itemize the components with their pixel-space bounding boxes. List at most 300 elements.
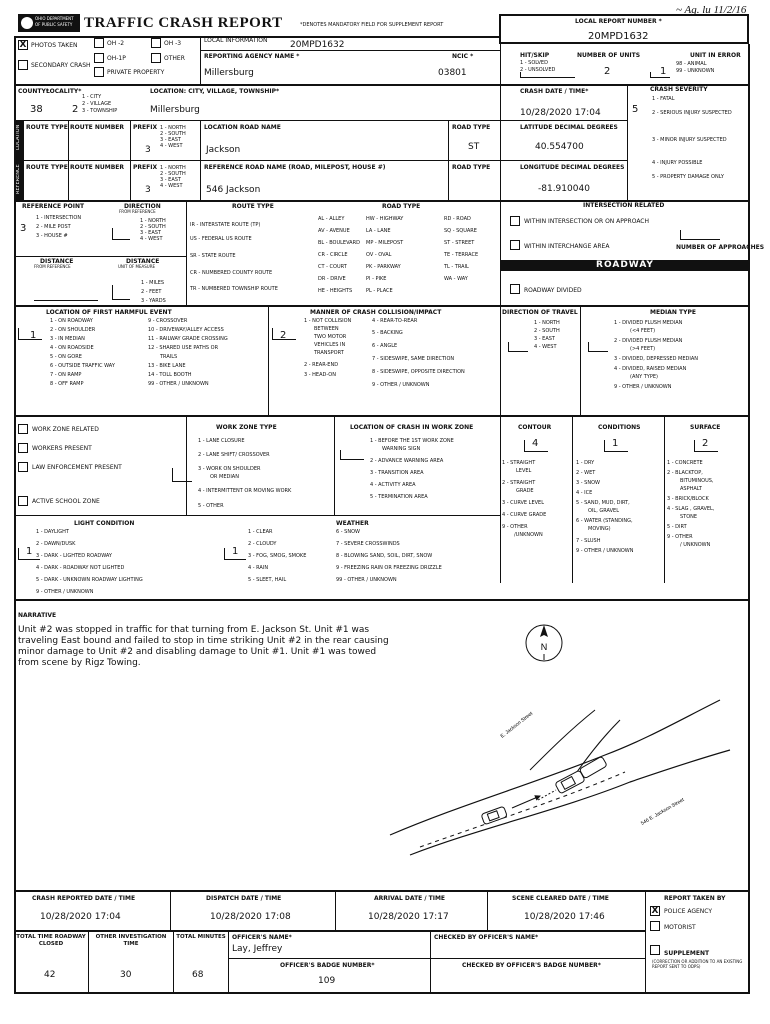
badge-label: OFFICER'S BADGE NUMBER*: [280, 962, 375, 969]
scene-cleared-label: SCENE CLEARED DATE / TIME: [512, 895, 609, 902]
local-report-number-label: LOCAL REPORT NUMBER *: [575, 18, 662, 25]
work-zone-type-opt: 3 - WORK ON SHOULDER: [198, 466, 261, 472]
road-type-opt: MP - MILEPOST: [366, 240, 404, 246]
secondary-crash-checkbox[interactable]: [18, 60, 28, 70]
unit-in-error-opt: 98 - ANIMAL: [676, 61, 707, 67]
total-minutes: 68: [192, 970, 204, 980]
workers-present-checkbox[interactable]: [18, 443, 28, 453]
crash-diagram: [380, 610, 750, 870]
harmful-opt: 12 - SHARED USE PATHS OR: [148, 345, 219, 351]
oh3-checkbox[interactable]: [151, 38, 161, 48]
officer-name-label: OFFICER'S NAME*: [232, 934, 292, 941]
ref-prefix-value: 3: [145, 185, 151, 195]
road-type-opt: SQ - SQUARE: [444, 228, 477, 234]
supplement-label: SUPPLEMENT: [664, 950, 710, 957]
reference-road-label: REFERENCE ROAD NAME (ROAD, MILEPOST, HOUSE #): [204, 164, 386, 171]
contour-opt: GRADE: [516, 488, 534, 494]
distance-unit-sub: UNIT OF MEASURE: [118, 264, 156, 269]
other-inv-label: OTHER INVESTIGATION TIME: [95, 934, 167, 947]
direction-opt: 1 - NORTH: [140, 218, 166, 224]
route-type-label: ROUTE TYPE: [26, 124, 68, 131]
weather-opt: 3 - FOG, SMOG, SMOKE: [248, 553, 307, 559]
latitude-label: LATITUDE DECIMAL DEGREES: [520, 124, 618, 131]
num-units-label: NUMBER OF UNITS: [577, 52, 641, 59]
weather-opt: 4 - RAIN: [248, 565, 269, 571]
road-type-opt: CT - COURT: [318, 264, 347, 270]
roadway-divided-checkbox[interactable]: [510, 284, 520, 294]
surface-opt: 9 - OTHER: [667, 534, 693, 540]
locality-opt: 1 - CITY: [82, 94, 102, 100]
surface-label: SURFACE: [690, 424, 721, 431]
location-in-wz-opt: 2 - ADVANCE WARNING AREA: [370, 458, 444, 464]
reporting-agency-label: REPORTING AGENCY NAME *: [204, 53, 300, 60]
prefix-opt: 2 - SOUTH: [160, 171, 186, 177]
total-time: 42: [44, 970, 56, 980]
prefix-opt: 3 - EAST: [160, 137, 181, 143]
location-in-wz-opt: 5 - TERMINATION AREA: [370, 494, 428, 500]
work-zone-type-opt: 5 - OTHER: [198, 503, 224, 509]
arrival-label: ARRIVAL DATE / TIME: [374, 895, 446, 902]
work-zone-related-label: WORK ZONE RELATED: [32, 426, 99, 433]
road-type-opt: PL - PLACE: [366, 288, 393, 294]
light-opt: 9 - OTHER / UNKNOWN: [36, 589, 94, 595]
road-type-opt: WA - WAY: [444, 276, 468, 282]
road-type-opt: DR - DRIVE: [318, 276, 346, 282]
crash-date: 10/28/2020 17:04: [520, 108, 601, 118]
prefix-label: PREFIX: [133, 164, 158, 171]
contour-opt: 4 - CURVE GRADE: [502, 512, 547, 518]
dir-travel-opt: 4 - WEST: [534, 344, 557, 350]
road-type-label: ROAD TYPE: [452, 124, 491, 131]
manner-opt: BETWEEN: [314, 326, 339, 332]
median-opt: (>4 FEET): [630, 346, 656, 352]
weather-opt: 9 - FREEZING RAIN OR FREEZING DRIZZLE: [336, 565, 442, 571]
prefix-opt: 1 - NORTH: [160, 165, 186, 171]
surface-opt: BITUMINOUS,: [680, 478, 714, 484]
hit-skip-label: HIT/SKIP: [520, 52, 550, 59]
compass-letter: N: [540, 642, 548, 652]
motorist-label: MOTORIST: [664, 924, 696, 931]
conditions-label: CONDITIONS: [598, 424, 641, 431]
route-type-label: ROUTE TYPE: [232, 203, 274, 210]
within-interchange-checkbox[interactable]: [510, 240, 520, 250]
locality-opt: 3 - TOWNSHIP: [82, 108, 118, 114]
supplement-note: (CORRECTION OR ADDITION TO AN EXISTING REPORT SENT TO ODPS): [652, 959, 743, 969]
checked-by-label: CHECKED BY OFFICER'S NAME*: [434, 934, 539, 941]
route-number-label: ROUTE NUMBER: [70, 124, 125, 131]
longitude: -81.910040: [538, 184, 590, 194]
manner-value: 2: [280, 330, 287, 341]
conditions-opt: MOVING): [588, 526, 611, 532]
severity-opt: 3 - MINOR INJURY SUSPECTED: [652, 137, 727, 143]
direction-opt: 3 - EAST: [140, 230, 161, 236]
road-type: ST: [468, 142, 480, 152]
light-condition-label: LIGHT CONDITION: [74, 520, 135, 527]
ref-road-type-label: ROAD TYPE: [452, 164, 491, 171]
total-time-label: TOTAL TIME ROADWAY CLOSED: [16, 934, 86, 947]
severity-opt: 1 - FATAL: [652, 96, 675, 102]
harmful-opt: 2 - ON SHOULDER: [50, 327, 96, 333]
crash-reported-label: CRASH REPORTED DATE / TIME: [32, 895, 136, 902]
oh2-label: OH -2: [107, 40, 125, 47]
route-type-opt: SR - STATE ROUTE: [190, 253, 236, 259]
manner-opt: 3 - HEAD-ON: [304, 372, 336, 378]
harmful-opt: 4 - ON ROADSIDE: [50, 345, 94, 351]
street-label: 546 E. Jackson Street: [640, 797, 686, 827]
mandatory-note: *DENOTES MANDATORY FIELD FOR SUPPLEMENT REPORT: [300, 22, 444, 28]
other-checkbox[interactable]: [151, 53, 161, 63]
surface-value: 2: [702, 438, 709, 449]
checked-badge-label: CHECKED BY OFFICER'S BADGE NUMBER*: [462, 962, 601, 969]
road-type-opt: LA - LANE: [366, 228, 391, 234]
intersection-related-label: INTERSECTION RELATED: [583, 202, 665, 209]
road-type-opt: TE - TERRACE: [444, 252, 479, 258]
dir-travel-opt: 3 - EAST: [534, 336, 555, 342]
median-opt: 4 - DIVIDED, RAISED MEDIAN: [614, 366, 687, 372]
surface-opt: 3 - BRICK/BLOCK: [667, 496, 709, 502]
ncic: 03801: [438, 68, 467, 78]
prefix-value: 3: [145, 145, 151, 155]
harmful-opt: 9 - CROSSOVER: [148, 318, 188, 324]
distance-unit-opt: 1 - MILES: [141, 280, 165, 286]
street-label: E. Jackson Street: [499, 710, 535, 740]
longitude-label: LONGITUDE DECIMAL DEGREES: [520, 164, 625, 171]
harmful-opt: 1 - ON ROADWAY: [50, 318, 93, 324]
conditions-opt: 6 - WATER (STANDING,: [576, 518, 633, 524]
surface-opt: STONE: [680, 514, 698, 520]
narrative-line: minor damage to Unit #2 and disabling damage to Unit #1. Unit #1 was towed: [18, 647, 377, 657]
local-information: 20MPD1632: [290, 40, 345, 50]
weather-opt: 6 - SNOW: [336, 529, 360, 535]
route-type-opt: US - FEDERAL US ROUTE: [190, 236, 252, 242]
contour-label: CONTOUR: [518, 424, 552, 431]
weather-opt: 2 - CLOUDY: [248, 541, 277, 547]
harmful-opt: 11 - RAILWAY GRADE CROSSING: [148, 336, 228, 342]
road-type-opt: OV - OVAL: [366, 252, 392, 258]
harmful-opt: 6 - OUTSIDE TRAFFIC WAY: [50, 363, 115, 369]
scene-cleared: 10/28/2020 17:46: [524, 912, 605, 922]
contour-opt: 1 - STRAIGHT: [502, 460, 536, 466]
prefix-opt: 2 - SOUTH: [160, 131, 186, 137]
direction-sub: FROM REFERENCE: [119, 209, 156, 214]
narrative-label: NARRATIVE: [18, 612, 57, 619]
workers-present-label: WORKERS PRESENT: [32, 445, 92, 452]
side-location: LOCATION: [15, 124, 21, 150]
form-title: TRAFFIC CRASH REPORT: [84, 15, 283, 31]
conditions-opt: 7 - SLUSH: [576, 538, 601, 544]
median-opt: 2 - DIVIDED FLUSH MEDIAN: [614, 338, 683, 344]
logo-text: OF PUBLIC SAFETY: [35, 22, 73, 27]
local-information-label: LOCAL INFORMATION: [204, 37, 268, 44]
distance-unit-opt: 2 - FEET: [141, 289, 162, 295]
prefix-opt: 4 - WEST: [160, 183, 183, 189]
distance-unit-label: DISTANCE: [126, 258, 160, 265]
crash-severity: 5: [632, 104, 639, 115]
route-type-label: ROUTE TYPE: [26, 164, 68, 171]
surface-opt: 5 - DIRT: [667, 524, 687, 530]
police-agency-label: POLICE AGENCY: [664, 908, 713, 915]
route-type-opt: IR - INTERSTATE ROUTE (TP): [190, 222, 261, 228]
location: Millersburg: [150, 105, 200, 115]
compass-icon: [526, 625, 562, 661]
within-interchange-label: WITHIN INTERCHANGE AREA: [524, 243, 610, 250]
harmful-opt: 14 - TOLL BOOTH: [148, 372, 192, 378]
harmful-opt: TRAILS: [160, 354, 178, 360]
oh2-checkbox[interactable]: [94, 38, 104, 48]
weather-label: WEATHER: [336, 520, 369, 527]
harmful-opt: 99 - OTHER / UNKNOWN: [148, 381, 209, 387]
surface-opt: / UNKNOWN: [680, 542, 711, 548]
contour-opt: 3 - CURVE LEVEL: [502, 500, 544, 506]
locality-label: LOCALITY*: [46, 88, 82, 95]
locality-opt: 2 - VILLAGE: [82, 101, 112, 107]
dir-travel-opt: 2 - SOUTH: [534, 328, 560, 334]
distance-label: DISTANCE: [40, 258, 74, 265]
road-type-label: ROAD TYPE: [382, 203, 421, 210]
location-in-wz-label: LOCATION OF CRASH IN WORK ZONE: [350, 424, 474, 431]
private-property-label: PRIVATE PROPERTY: [107, 69, 165, 76]
work-zone-type-opt: 1 - LANE CLOSURE: [198, 438, 245, 444]
locality: 2: [72, 104, 79, 115]
median-opt: (<4 FEET): [630, 328, 656, 334]
severity-opt: 5 - PROPERTY DAMAGE ONLY: [652, 174, 724, 180]
light-condition-value: 1: [26, 546, 33, 557]
number-of-approaches-label: NUMBER OF APPROACHES: [676, 244, 765, 251]
location-road-name-label: LOCATION ROAD NAME: [204, 124, 281, 131]
unit-in-error: 1: [660, 66, 667, 77]
logo-text: OHIO DEPARTMENT: [35, 16, 74, 21]
manner-opt: 2 - REAR-END: [304, 362, 339, 368]
reference-point-label: REFERENCE POINT: [22, 203, 85, 210]
road-type-opt: CR - CIRCLE: [318, 252, 348, 258]
severity-opt: 2 - SERIOUS INJURY SUSPECTED: [652, 110, 732, 116]
conditions-opt: 9 - OTHER / UNKNOWN: [576, 548, 634, 554]
location-road-name: Jackson: [206, 145, 241, 155]
manner-label: MANNER OF CRASH COLLISION/IMPACT: [310, 309, 442, 316]
harmful-opt: 7 - ON RAMP: [50, 372, 82, 378]
law-enforcement-present-checkbox[interactable]: [18, 462, 28, 472]
manner-opt: 7 - SIDESWIPE, SAME DIRECTION: [372, 356, 455, 362]
prefix-opt: 3 - EAST: [160, 177, 181, 183]
unit-in-error-opt: 99 - UNKNOWN: [676, 68, 715, 74]
light-opt: 1 - DAYLIGHT: [36, 529, 69, 535]
manner-opt: TRANSPORT: [314, 350, 344, 356]
route-type-opt: TR - NUMBERED TOWNSHIP ROUTE: [190, 286, 278, 292]
private-property-checkbox[interactable]: [94, 67, 104, 77]
latitude: 40.554700: [535, 142, 584, 152]
officer-name: Lay, Jeffrey: [232, 944, 283, 954]
location-in-wz-opt: 1 - BEFORE THE 1ST WORK ZONE: [370, 438, 454, 444]
manner-opt: TWO MOTOR: [314, 334, 347, 340]
dir-travel-opt: 1 - NORTH: [534, 320, 560, 326]
oh3-label: OH -3: [164, 40, 182, 47]
oh1p-label: OH-1P: [107, 55, 126, 62]
light-opt: 2 - DAWN/DUSK: [36, 541, 76, 547]
light-opt: 5 - DARK - UNKNOWN ROADWAY LIGHTING: [36, 577, 143, 583]
road-type-opt: HE - HEIGHTS: [318, 288, 353, 294]
local-report-number: 20MPD1632: [588, 31, 649, 42]
contour-value: 4: [532, 438, 539, 449]
conditions-opt: 5 - SAND, MUD, DIRT,: [576, 500, 630, 506]
photos-taken-checkbox[interactable]: X: [19, 40, 27, 50]
conditions-opt: 4 - ICE: [576, 490, 593, 496]
light-opt: 3 - DARK - LIGHTED ROADWAY: [36, 553, 112, 559]
conditions-opt: 2 - WET: [576, 470, 596, 476]
harmful-opt: 3 - IN MEDIAN: [50, 336, 85, 342]
road-type-opt: PK - PARKWAY: [366, 264, 401, 270]
location-in-wz-opt: 3 - TRANSITION AREA: [370, 470, 424, 476]
unit-1-vehicle-icon: [481, 806, 507, 825]
supplement-checkbox[interactable]: [650, 945, 660, 955]
dispatch-label: DISPATCH DATE / TIME: [206, 895, 282, 902]
reference-point-opt: 2 - MILE POST: [36, 224, 71, 230]
manner-opt: 9 - OTHER / UNKNOWN: [372, 382, 430, 388]
harmful-event-value: 1: [30, 330, 37, 341]
work-zone-related-checkbox[interactable]: [18, 424, 28, 434]
prefix-opt: 1 - NORTH: [160, 125, 186, 131]
surface-opt: ASPHALT: [680, 486, 702, 492]
reference-point-value: 3: [20, 223, 27, 234]
narrative-line: traveling East bound and failed to stop in time striking Unit #2 in the rear causing: [18, 636, 389, 646]
other-inv: 30: [120, 970, 132, 980]
weather-opt: 5 - SLEET, HAIL: [248, 577, 287, 583]
arrival: 10/28/2020 17:17: [368, 912, 449, 922]
reference-road: 546 Jackson: [206, 185, 261, 195]
median-opt: 3 - DIVIDED, DEPRESSED MEDIAN: [614, 356, 698, 362]
unit-in-error-label: UNIT IN ERROR: [690, 52, 741, 59]
work-zone-type-opt: OR MEDIAN: [210, 474, 239, 480]
manner-opt: 5 - BACKING: [372, 330, 403, 336]
median-type-label: MEDIAN TYPE: [650, 309, 696, 316]
hit-skip-opt: 2 - UNSOLVED: [520, 67, 556, 73]
road-type-opt: BL - BOULEVARD: [318, 240, 360, 246]
active-school-zone-label: ACTIVE SCHOOL ZONE: [32, 498, 100, 505]
road-type-opt: ST - STREET: [444, 240, 475, 246]
report-taken-label: REPORT TAKEN BY: [664, 895, 726, 902]
manner-opt: 1 - NOT COLLISION: [304, 318, 352, 324]
location-label: LOCATION: CITY, VILLAGE, TOWNSHIP*: [150, 88, 280, 95]
manner-opt: VEHICLES IN: [314, 342, 346, 348]
surface-opt: 2 - BLACKTOP,: [667, 470, 703, 476]
median-opt: 1 - DIVIDED FLUSH MEDIAN: [614, 320, 683, 326]
motorist-checkbox[interactable]: [650, 921, 660, 931]
dispatch: 10/28/2020 17:08: [210, 912, 291, 922]
crash-severity-label: CRASH SEVERITY: [650, 86, 708, 93]
weather-opt: 99 - OTHER / UNKNOWN: [336, 577, 397, 583]
manner-opt: 4 - REAR-TO-REAR: [372, 318, 418, 324]
conditions-opt: OIL, GRAVEL: [588, 508, 619, 514]
manner-opt: 6 - ANGLE: [372, 343, 398, 349]
weather-opt: 8 - BLOWING SAND, SOIL, DIRT, SNOW: [336, 553, 433, 559]
surface-opt: 4 - SLAG , GRAVEL,: [667, 506, 715, 512]
harmful-opt: 10 - DRIVEWAY/ALLEY ACCESS: [148, 327, 224, 333]
hit-skip-opt: 1 - SOLVED: [520, 60, 548, 66]
location-in-wz-opt: WARNING SIGN: [382, 446, 421, 452]
county-label: COUNTY*: [18, 88, 49, 95]
narrative-line: from scene by Rigz Towing.: [18, 658, 141, 668]
road-type-opt: HW - HIGHWAY: [366, 216, 404, 222]
narrative-text: [18, 625, 389, 669]
distance-unit-opt: 3 - YARDS: [141, 298, 166, 304]
roadway-banner: ROADWAY: [501, 260, 749, 271]
direction-opt: 4 - WEST: [140, 236, 163, 242]
severity-opt: 4 - INJURY POSSIBLE: [652, 160, 703, 166]
road-type-opt: RD - ROAD: [444, 216, 471, 222]
contour-opt: 9 - OTHER: [502, 524, 528, 530]
county: 38: [30, 104, 43, 115]
other-label: OTHER: [164, 55, 185, 62]
work-zone-type-label: WORK ZONE TYPE: [216, 424, 277, 431]
oh1p-checkbox[interactable]: [94, 53, 104, 63]
crash-reported: 10/28/2020 17:04: [40, 912, 121, 922]
conditions-opt: 3 - SNOW: [576, 480, 600, 486]
prefix-label: PREFIX: [133, 124, 158, 131]
reference-point-opt: 1 - INTERSECTION: [36, 215, 82, 221]
law-enforcement-present-label: LAW ENFORCEMENT PRESENT: [32, 464, 122, 471]
harmful-opt: 13 - BIKE LANE: [148, 363, 186, 369]
road-type-opt: TL - TRAIL: [444, 264, 469, 270]
harmful-opt: 5 - ON GORE: [50, 354, 82, 360]
total-minutes-label: TOTAL MINUTES: [176, 934, 226, 940]
active-school-zone-checkbox[interactable]: [18, 496, 28, 506]
within-intersection-checkbox[interactable]: [510, 216, 520, 226]
work-zone-type-opt: 2 - LANE SHIFT/ CROSSOVER: [198, 452, 270, 458]
direction-label: DIRECTION: [124, 203, 161, 210]
median-opt: (ANY TYPE): [630, 374, 658, 380]
prefix-opt: 4 - WEST: [160, 143, 183, 149]
roadway-divided-label: ROADWAY DIVIDED: [524, 287, 582, 294]
badge: 109: [318, 976, 336, 986]
road-type-opt: AL - ALLEY: [318, 216, 345, 222]
photos-taken-label: PHOTOS TAKEN: [31, 42, 78, 49]
median-opt: 9 - OTHER / UNKNOWN: [614, 384, 672, 390]
harmful-event-label: LOCATION OF FIRST HARMFUL EVENT: [46, 309, 172, 316]
within-intersection-label: WITHIN INTERSECTION OR ON APPROACH: [524, 218, 650, 225]
harmful-opt: 8 - OFF RAMP: [50, 381, 84, 387]
police-agency-checkbox[interactable]: X: [651, 906, 659, 916]
surface-opt: 1 - CONCRETE: [667, 460, 703, 466]
contour-opt: 2 - STRAIGHT: [502, 480, 536, 486]
conditions-value: 1: [612, 438, 619, 449]
road-type-opt: PI - PIKE: [366, 276, 387, 282]
reporting-agency: Millersburg: [204, 68, 254, 78]
weather-value: 1: [232, 546, 239, 557]
ncic-label: NCIC *: [452, 53, 474, 60]
route-number-label: ROUTE NUMBER: [70, 164, 125, 171]
num-units: 2: [604, 66, 611, 77]
handwritten-annotation: ~ Ag. lu 11/2/16: [676, 4, 747, 16]
conditions-opt: 1 - DRY: [576, 460, 595, 466]
weather-opt: 1 - CLEAR: [248, 529, 273, 535]
direction-opt: 2 - SOUTH: [140, 224, 166, 230]
distance-sub: FROM REFERENCE: [34, 264, 71, 269]
dir-travel-label: DIRECTION OF TRAVEL: [502, 309, 578, 316]
contour-opt: /UNKNOWN: [514, 532, 543, 538]
weather-opt: 7 - SEVERE CROSSWINDS: [336, 541, 400, 547]
secondary-crash-label: SECONDARY CRASH: [31, 62, 91, 69]
light-opt: 4 - DARK - ROADWAY NOT LIGHTED: [36, 565, 125, 571]
location-in-wz-opt: 4 - ACTIVITY AREA: [370, 482, 416, 488]
work-zone-type-opt: 4 - INTERMITTENT OR MOVING WORK: [198, 488, 292, 494]
route-type-opt: CR - NUMBERED COUNTY ROUTE: [190, 270, 273, 276]
ohio-dps-logo: [18, 14, 80, 32]
narrative-line: Unit #2 was stopped in traffic for that turning from E. Jackson St. Unit #1 was: [18, 625, 370, 635]
crash-date-label: CRASH DATE / TIME*: [520, 88, 589, 95]
manner-opt: 8 - SIDESWIPE, OPPOSITE DIRECTION: [372, 369, 465, 375]
reference-point-opt: 3 - HOUSE #: [36, 233, 68, 239]
road-type-opt: AV - AVENUE: [318, 228, 350, 234]
side-reference: REFERENCE: [15, 164, 21, 194]
